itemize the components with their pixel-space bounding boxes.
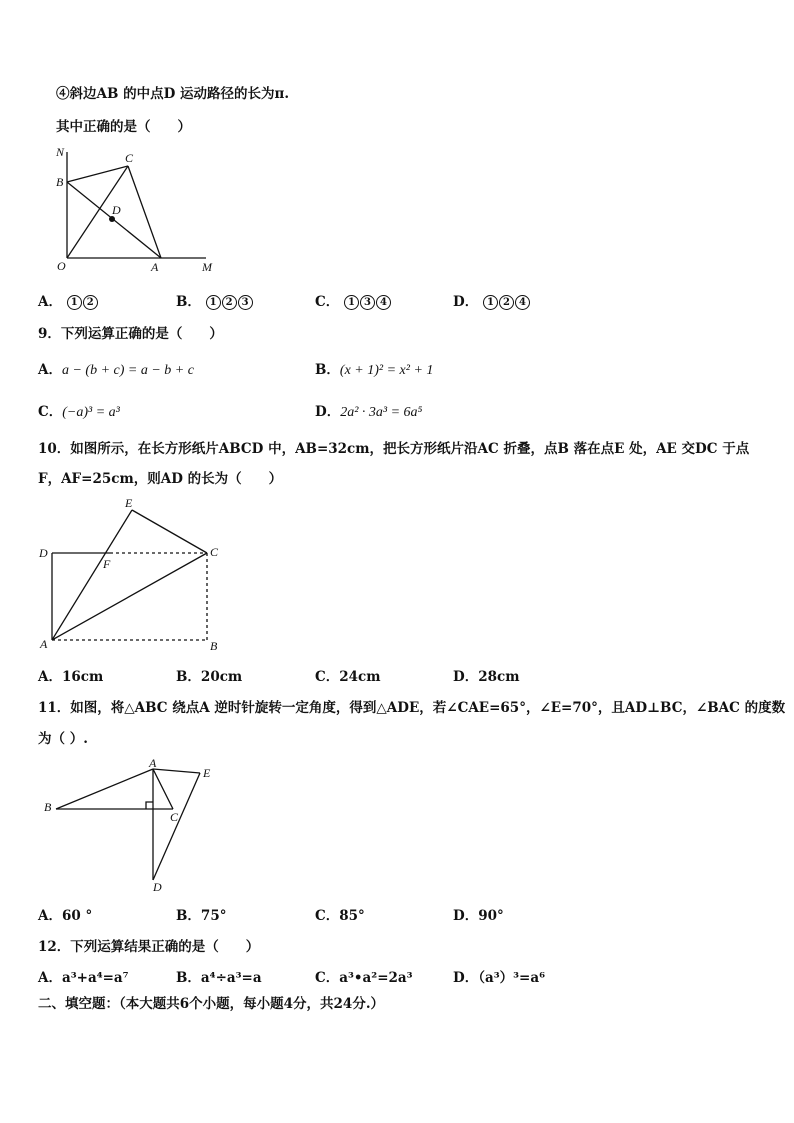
q10-label-D: D bbox=[39, 546, 48, 560]
q11-option-a[interactable]: A．60 ° bbox=[38, 908, 93, 924]
q10-stem-line1: 10．如图所示，在长方形纸片ABCD 中，AB=32cm，把长方形纸片沿AC 折叠，点B 落在点E 处，AE 交DC 于点 bbox=[38, 441, 750, 457]
q11-figure bbox=[38, 755, 228, 900]
q11-label-A: A bbox=[149, 756, 157, 770]
q8-label-O: O bbox=[57, 259, 66, 273]
q10-label-B: B bbox=[210, 639, 218, 653]
q11-seg-AC bbox=[153, 769, 173, 809]
q10-label-F: F bbox=[103, 557, 111, 571]
q11-option-c[interactable]: C．85° bbox=[315, 908, 365, 924]
q8-ask: 其中正确的是（ ） bbox=[56, 119, 191, 135]
q8-item4: ④斜边AB 的中点D 运动路径的长为π. bbox=[56, 86, 290, 102]
q11-stem-line2: 为（ ）. bbox=[38, 731, 88, 747]
q8-option-c[interactable]: C． 1 3 4 bbox=[315, 290, 392, 310]
q11-seg-ED bbox=[153, 773, 200, 880]
q11-label-E: E bbox=[203, 766, 211, 780]
q10-seg-AE bbox=[52, 510, 132, 640]
q8-option-d[interactable]: D． 1 2 4 bbox=[453, 290, 531, 310]
q10-stem-line2: F，AF=25cm，则AD 的长为（ ） bbox=[38, 471, 283, 487]
q11-label-B: B bbox=[44, 800, 52, 814]
q8-label-N: N bbox=[56, 145, 65, 159]
q10-option-b[interactable]: B．20cm bbox=[176, 669, 243, 685]
q11-option-b[interactable]: B．75° bbox=[176, 908, 227, 924]
q12-stem: 12．下列运算结果正确的是（ ） bbox=[38, 939, 260, 955]
q9-option-a[interactable]: A．a − (b + c) = a − b + c bbox=[38, 362, 194, 378]
q11-stem-line1: 11．如图，将△ABC 绕点A 逆时针旋转一定角度，得到△ADE，若∠CAE=65°，∠E=70°，且AD⊥BC，∠BAC 的度数 bbox=[38, 700, 786, 716]
q9-stem: 9．下列运算正确的是（ ） bbox=[38, 326, 223, 342]
q8-figure bbox=[40, 140, 230, 280]
q9-option-d[interactable]: D．2a² · 3a³ = 6a⁵ bbox=[315, 404, 423, 420]
q8-label-M: M bbox=[202, 260, 212, 274]
q9-option-c[interactable]: C．(−a)³ = a³ bbox=[38, 404, 120, 420]
section2-heading: 二、填空题：（本大题共6个小题，每小题4分，共24分.） bbox=[38, 996, 385, 1012]
q10-option-c[interactable]: C．24cm bbox=[315, 669, 381, 685]
q11-option-d[interactable]: D．90° bbox=[453, 908, 504, 924]
q10-seg-EC bbox=[132, 510, 207, 553]
q8-option-b[interactable]: B． 1 2 3 bbox=[176, 290, 254, 310]
q12-option-d[interactable]: D．（a³）³=a⁶ bbox=[453, 970, 546, 986]
q11-seg-AE bbox=[153, 769, 200, 773]
q10-seg-AC bbox=[52, 553, 207, 640]
q11-right-angle-mark bbox=[146, 802, 153, 809]
q11-label-C: C bbox=[170, 810, 179, 824]
q10-option-d[interactable]: D．28cm bbox=[453, 669, 520, 685]
q12-option-b[interactable]: B．a⁴÷a³=a bbox=[176, 970, 262, 986]
q8-label-B: B bbox=[56, 175, 64, 189]
q8-label-C: C bbox=[125, 151, 134, 165]
q8-label-D: D bbox=[112, 203, 121, 217]
q8-label-A: A bbox=[151, 260, 159, 274]
q9-option-b[interactable]: B．(x + 1)² = x² + 1 bbox=[315, 362, 434, 378]
q8-option-a[interactable]: A． 1 2 bbox=[38, 290, 99, 310]
q10-label-A: A bbox=[40, 637, 48, 651]
q11-label-D: D bbox=[153, 880, 162, 894]
q10-figure bbox=[30, 490, 230, 655]
q11-seg-BA bbox=[56, 769, 153, 809]
q12-option-c[interactable]: C．a³•a²=2a³ bbox=[315, 970, 413, 986]
q10-label-C: C bbox=[210, 545, 219, 559]
q10-label-E: E bbox=[125, 496, 133, 510]
q12-option-a[interactable]: A．a³+a⁴=a⁷ bbox=[38, 970, 129, 986]
q10-option-a[interactable]: A．16cm bbox=[38, 669, 104, 685]
